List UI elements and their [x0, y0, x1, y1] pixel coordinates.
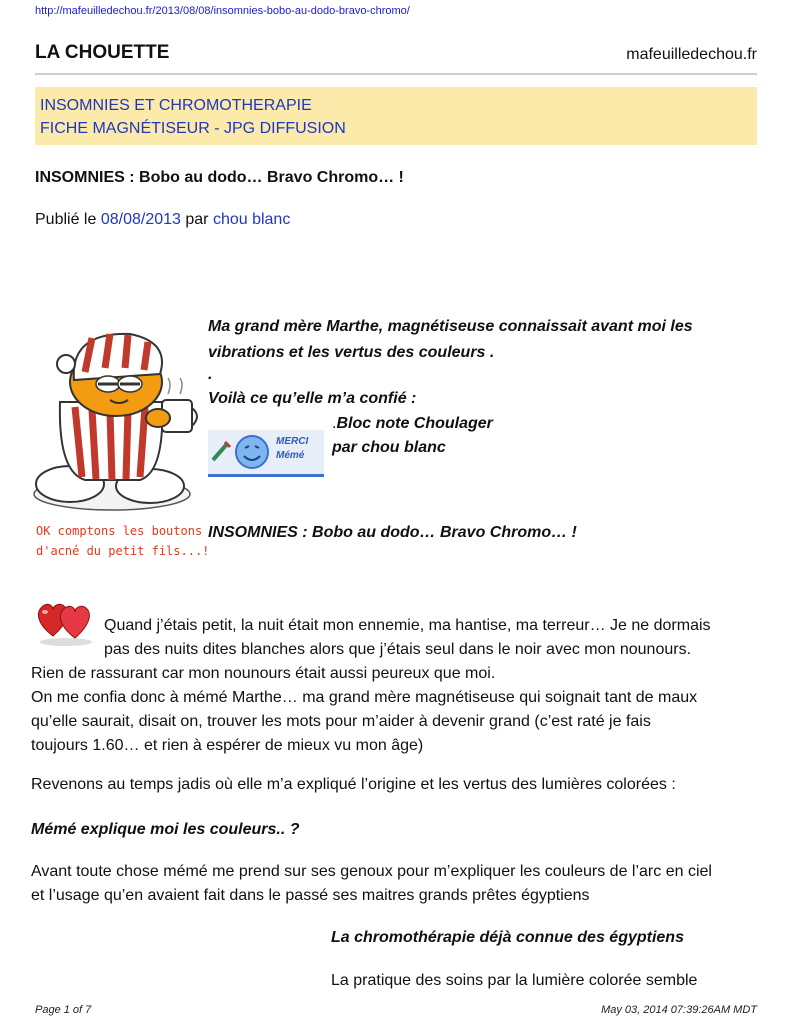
hearts-icon — [35, 590, 97, 646]
intro-line-1: Ma grand mère Marthe, magnétiseuse connaissait avant moi les — [208, 318, 693, 335]
merci-label: MERCI — [276, 436, 309, 447]
byline — [35, 208, 290, 232]
by-word: par — [185, 211, 209, 228]
body-line-3: Rien de rassurant car mon nounours était aussi peureux que moi. — [31, 665, 496, 682]
meme-label: Mémé — [276, 450, 305, 461]
garfield-nightcap-illustration — [30, 322, 200, 514]
published-prefix: Publié le — [35, 211, 97, 228]
body-line-1: Quand j’étais petit, la nuit était mon ennemie, ma hantise, ma terreur… Je ne dormais — [104, 617, 711, 634]
header-divider — [35, 73, 757, 75]
banner-line-1: INSOMNIES ET CHROMOTHERAPIE — [40, 97, 312, 114]
body-line-8: Avant toute chose mémé me prend sur ses genoux pour m’expliquer les couleurs de l’arc en ciel — [31, 863, 712, 880]
intro-line-5 — [332, 412, 493, 436]
intro-line-3: . — [208, 366, 213, 383]
body-line-9: et l’usage qu’en avaient fait dans le passé ses maitres grands prêtes égyptiens — [31, 887, 590, 904]
category-banner — [35, 87, 757, 145]
subheading-couleurs: Mémé explique moi les couleurs.. ? — [31, 821, 300, 838]
merci-meme-badge — [208, 430, 324, 477]
print-timestamp: May 03, 2014 07:39:26AM MDT — [601, 1004, 757, 1016]
cartoon-caption — [36, 521, 209, 561]
subheading-egyptiens: La chromothérapie déjà connue des égyptiens — [331, 929, 684, 946]
caption-line-2: d'acné du petit fils...! — [36, 544, 210, 558]
body-line-7: Revenons au temps jadis où elle m’a expliqué l’origine et les vertus des lumières colorées : — [31, 776, 676, 793]
body-line-5: qu’elle saurait, disait on, trouver les mots pour m’aider à devenir grand (c’est raté je fais — [31, 713, 651, 730]
body-line-4: On me confia donc à mémé Marthe… ma grand mère magnétiseuse qui soignait tant de maux — [31, 689, 698, 706]
smiley-icon — [234, 434, 270, 470]
page-number: Page 1 of 7 — [35, 1004, 92, 1016]
body-line-6: toujours 1.60… et rien à espérer de mieux vu mon âge) — [31, 737, 424, 754]
article-title: INSOMNIES : Bobo au dodo… Bravo Chromo… ! — [35, 169, 404, 186]
page-url[interactable]: http://mafeuilledechou.fr/2013/08/08/insomnies-bobo-au-dodo-bravo-chromo/ — [35, 5, 410, 17]
intro-line-2: vibrations et les vertus des couleurs . — [208, 344, 495, 361]
date-link[interactable]: 08/08/2013 — [100, 211, 181, 228]
site-title: LA CHOUETTE — [35, 42, 170, 63]
site-domain: mafeuilledechou.fr — [626, 46, 757, 63]
body-line-10: La pratique des soins par la lumière colorée semble — [331, 972, 698, 989]
intro-line-5-dot: . — [332, 415, 337, 432]
author-link[interactable]: chou blanc — [212, 211, 291, 228]
repeat-title: INSOMNIES : Bobo au dodo… Bravo Chromo… ! — [208, 524, 577, 541]
syringe-icon — [210, 438, 232, 464]
intro-line-6: par chou blanc — [332, 439, 446, 456]
banner-line-2: FICHE MAGNÉTISEUR - JPG DIFFUSION — [40, 120, 346, 137]
intro-line-5-text: Bloc note Choulager — [336, 415, 493, 432]
caption-line-1: OK comptons les boutons — [36, 524, 203, 538]
body-line-2: pas des nuits dites blanches alors que j’étais seul dans le noir avec mon nounours. — [104, 641, 692, 658]
intro-line-4: Voilà ce qu’elle m’a confié : — [208, 390, 417, 407]
